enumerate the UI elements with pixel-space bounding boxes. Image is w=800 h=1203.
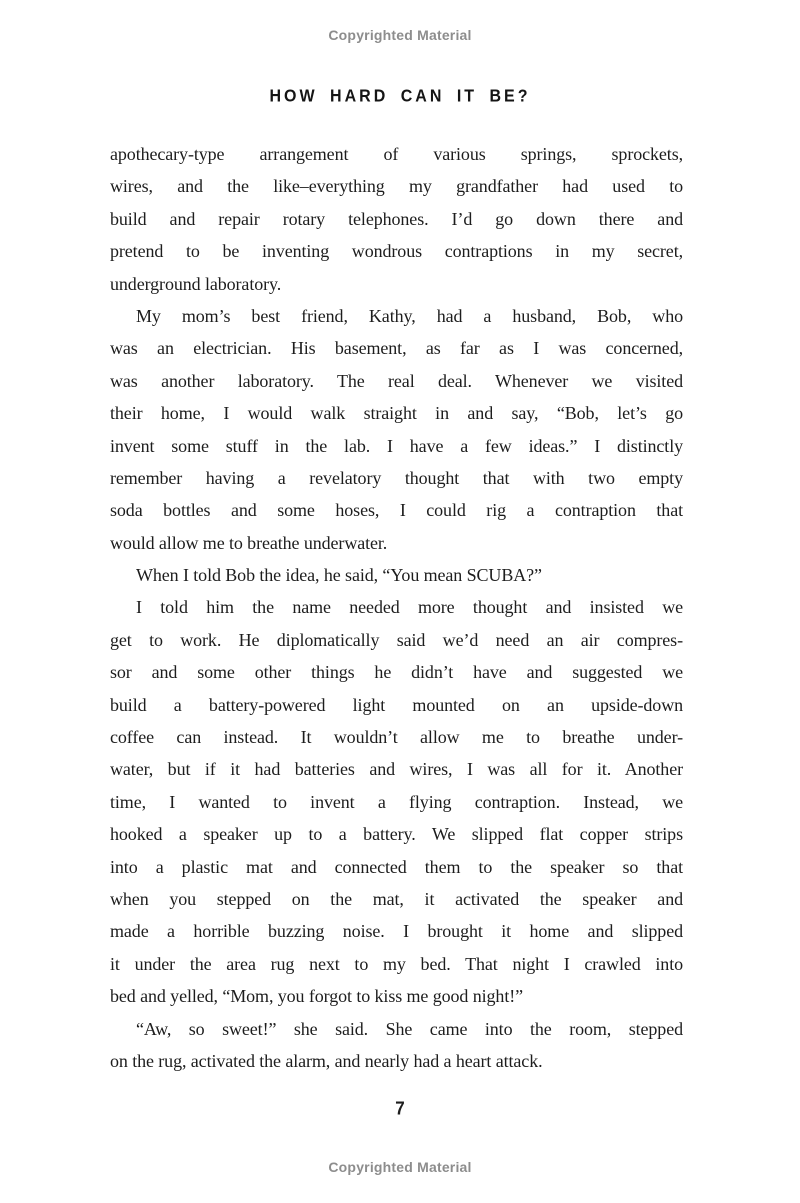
text-line: made a horrible buzzing noise. I brought it home and slipped [110, 921, 683, 942]
text-line: when you stepped on the mat, it activated the speaker and [110, 888, 683, 909]
text-line: build and repair rotary telephones. I’d go down there and [110, 208, 683, 229]
text-line: My mom’s best friend, Kathy, had a husband, Bob, who [136, 305, 683, 326]
text-line: soda bottles and some hoses, I could rig a contraption that [110, 500, 683, 521]
copyright-notice-top: Copyrighted Material [328, 27, 472, 43]
text-line: would allow me to breathe underwater. [110, 532, 388, 553]
page-number: 7 [395, 1098, 405, 1119]
copyright-notice-bottom: Copyrighted Material [328, 1159, 472, 1175]
text-line: invent some stuff in the lab. I have a few ideas.” I distinctly [110, 435, 683, 456]
text-line: was another laboratory. The real deal. Whenever we visited [110, 370, 683, 391]
text-line: When I told Bob the idea, he said, “You mean SCUBA?” [136, 565, 542, 586]
text-line: remember having a revelatory thought that with two empty [110, 467, 683, 488]
text-line: their home, I would walk straight in and say, “Bob, let’s go [110, 403, 683, 424]
text-line: water, but if it had batteries and wires, I was all for it. Another [110, 759, 683, 780]
text-line: get to work. He diplomatically said we’d need an air compres- [110, 629, 683, 650]
text-line: wires, and the like–everything my grandfather had used to [110, 176, 683, 197]
text-line: hooked a speaker up to a battery. We slipped flat copper strips [110, 824, 683, 845]
text-line: pretend to be inventing wondrous contraptions in my secret, [110, 241, 683, 262]
body-text [110, 138, 683, 1077]
text-line: “Aw, so sweet!” she said. She came into the room, stepped [136, 1018, 683, 1039]
text-line: I told him the name needed more thought and insisted we [136, 597, 683, 618]
text-line: time, I wanted to invent a flying contraption. Instead, we [110, 791, 683, 812]
text-line: bed and yelled, “Mom, you forgot to kiss me good night!” [110, 986, 524, 1007]
text-line: underground laboratory. [110, 273, 282, 294]
text-line: sor and some other things he didn’t have and suggested we [110, 662, 683, 683]
text-line: it under the area rug next to my bed. That night I crawled into [110, 953, 683, 974]
text-line: into a plastic mat and connected them to the speaker so that [110, 856, 683, 877]
chapter-title: HOW HARD CAN IT BE? [269, 87, 531, 107]
text-line: apothecary-type arrangement of various springs, sprockets, [110, 144, 683, 164]
text-line: on the rug, activated the alarm, and nearly had a heart attack. [110, 1050, 543, 1071]
text-line: build a battery-powered light mounted on an upside-down [110, 694, 683, 715]
text-line: coffee can instead. It wouldn’t allow me to breathe under- [110, 727, 683, 748]
text-line: was an electrician. His basement, as far as I was concerned, [110, 338, 683, 359]
